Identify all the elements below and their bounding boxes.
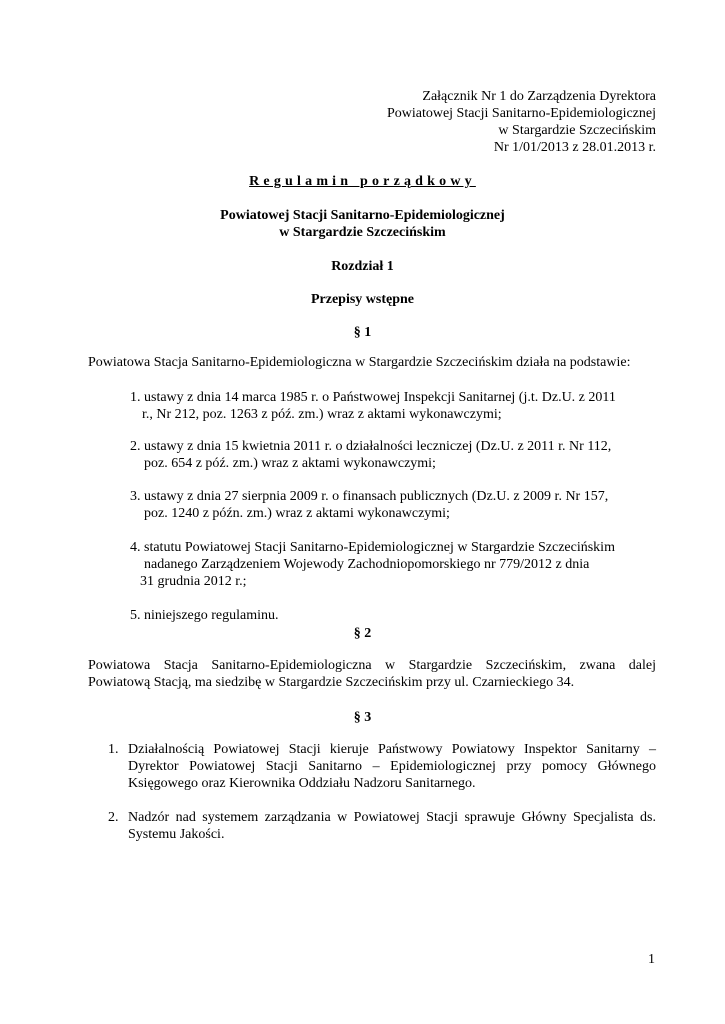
paragraph-line: Powiatową Stacją, ma siedzibę w Stargardzie Szczecińskim przy ul. Czarnieckiego 34. [88, 675, 575, 690]
organization-name [0, 207, 725, 241]
organization-line: w Stargardzie Szczecińskim [279, 225, 446, 240]
item-line: Działalnością Powiatowej Stacji kieruje Państwowy Powiatowy Inspektor Sanitarny – [128, 742, 656, 757]
annex-line: Nr 1/01/2013 z 28.01.2013 r. [493, 140, 656, 155]
organization-line: Powiatowej Stacji Sanitarno-Epidemiologicznej [220, 208, 505, 223]
annex-line: Załącznik Nr 1 do Zarządzenia Dyrektora [422, 89, 656, 104]
legal-basis-item [130, 389, 660, 423]
annex-header [387, 88, 656, 156]
section-3-item [108, 741, 656, 792]
item-line: Dyrektor Powiatowej Stacji Sanitarno – Epidemiologicznej przy pomocy Głównego [128, 759, 656, 774]
item-line: 4. statutu Powiatowej Stacji Sanitarno-Epidemiologicznej w Stargardzie Szczecińskim [130, 540, 615, 555]
item-line: Systemu Jakości. [128, 827, 225, 842]
legal-basis-item [130, 539, 660, 590]
section-2-paragraph [88, 657, 656, 691]
item-line: Nadzór nad systemem zarządzania w Powiatowej Stacji sprawuje Główny Specjalista ds. [128, 810, 656, 825]
item-number: 2. [108, 810, 119, 825]
item-line: r., Nr 212, poz. 1263 z póź. zm.) wraz z aktami wykonawczymi; [142, 407, 502, 422]
item-line: 31 grudnia 2012 r.; [140, 574, 247, 589]
section-3-heading: § 3 [353, 710, 372, 725]
item-line: 5. niniejszego regulaminu. [130, 608, 279, 623]
section-3-item [108, 809, 656, 843]
page-number: 1 [648, 952, 655, 967]
item-line: Księgowego oraz Kierownika Oddziału Nadzoru Sanitarnego. [128, 776, 476, 791]
item-line: nadanego Zarządzeniem Wojewody Zachodniopomorskiego nr 779/2012 z dnia [144, 557, 590, 572]
item-line: 3. ustawy z dnia 27 sierpnia 2009 r. o finansach publicznych (Dz.U. z 2009 r. Nr 157, [130, 489, 609, 504]
item-number: 1. [108, 742, 119, 757]
item-line: poz. 1240 z późn. zm.) wraz z aktami wykonawczymi; [144, 506, 450, 521]
chapter-subtitle: Przepisy wstępne [310, 292, 415, 307]
document-title: Regulamin porządkowy [249, 174, 476, 189]
annex-line: w Stargardzie Szczecińskim [498, 123, 656, 138]
chapter-heading: Rozdział 1 [331, 259, 394, 274]
annex-line: Powiatowej Stacji Sanitarno-Epidemiologicznej [386, 106, 656, 121]
legal-basis-item [130, 607, 660, 624]
paragraph-line: Powiatowa Stacja Sanitarno-Epidemiologiczna w Stargardzie Szczecińskim, zwana dalej [88, 658, 656, 673]
item-line: 2. ustawy z dnia 15 kwietnia 2011 r. o działalności leczniczej (Dz.U. z 2011 r. Nr 112, [130, 439, 612, 454]
legal-basis-item [130, 488, 660, 522]
item-line: poz. 654 z póź. zm.) wraz z aktami wykonawczymi; [144, 456, 436, 471]
section-1-intro: Powiatowa Stacja Sanitarno-Epidemiologiczna w Stargardzie Szczecińskim działa na podstawie: [88, 355, 631, 370]
item-line: 1. ustawy z dnia 14 marca 1985 r. o Państwowej Inspekcji Sanitarnej (j.t. Dz.U. z 2011 [130, 390, 616, 405]
section-2-heading: § 2 [353, 626, 372, 641]
section-1-heading: § 1 [353, 325, 372, 340]
legal-basis-item [130, 438, 660, 472]
